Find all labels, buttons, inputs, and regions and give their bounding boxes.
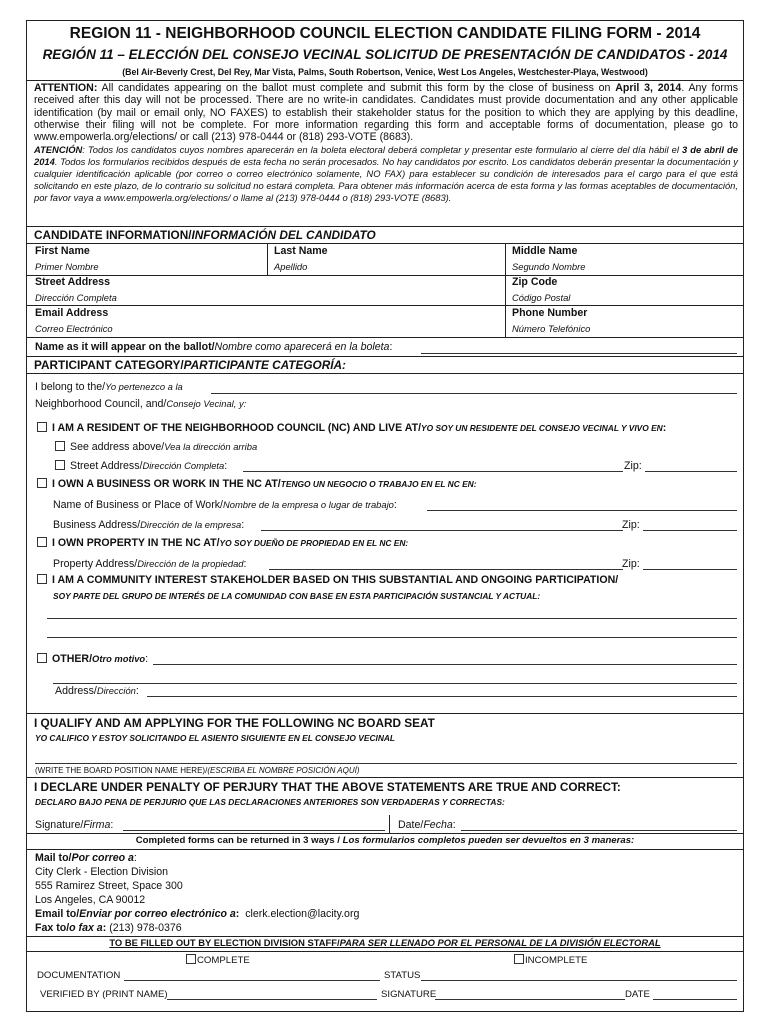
business-option[interactable]: I OWN A BUSINESS OR WORK IN THE NC AT/TENGO UN NEGOCIO O TRABAJO EN EL NC EN: xyxy=(37,478,477,490)
region-areas: (Bel Air-Beverly Crest, Del Rey, Mar Vista, Palms, South Robertson, Venice, West Los Angeles, Westchester-Playa, Westwood) xyxy=(122,67,648,77)
business-checkbox[interactable] xyxy=(37,478,47,488)
documentation-label: DOCUMENTATION xyxy=(37,970,121,981)
board-seat-heading-es: YO CALIFICO Y ESTOY SOLICITANDO EL ASIENTO SIGUIENTE EN EL CONSEJO VECINAL xyxy=(35,733,396,743)
incomplete-checkbox[interactable] xyxy=(514,954,524,964)
other-reason-line-2[interactable] xyxy=(53,683,737,684)
phone-number-label: Phone Number xyxy=(512,307,588,319)
last-name-label-es: Apellido xyxy=(274,261,308,272)
property-address-label: Property Address/Dirección de la propiedad: xyxy=(53,558,247,570)
property-zip-field[interactable] xyxy=(643,569,737,570)
middle-name-label: Middle Name xyxy=(512,245,578,257)
complete-checkbox[interactable] xyxy=(186,954,196,964)
community-label-es: SOY PARTE DEL GRUPO DE INTERÉS DE LA COMUNIDAD CON BASE EN ESTA PARTICIPACIÓN SUSTANCIAL Y ACTUAL: xyxy=(53,591,541,601)
incomplete-option[interactable]: INCOMPLETE xyxy=(514,954,587,966)
ballot-name-field[interactable] xyxy=(421,353,737,354)
verified-by-field[interactable] xyxy=(167,999,377,1000)
resident-street-field[interactable] xyxy=(243,471,623,472)
street-address-label: Street Address xyxy=(35,276,110,288)
email-address-label-es: Correo Electrónico xyxy=(35,323,113,334)
email-address-label: Email Address xyxy=(35,307,109,319)
community-option[interactable]: I AM A COMMUNITY INTEREST STAKEHOLDER BASED ON THIS SUBSTANTIAL AND ONGOING PARTICIPATION/ xyxy=(37,574,618,586)
business-address-field[interactable] xyxy=(261,530,623,531)
zip-code-label: Zip Code xyxy=(512,276,558,288)
date-field[interactable] xyxy=(461,830,737,831)
resident-street-option[interactable]: Street Address/Dirección Completa: xyxy=(55,460,227,472)
middle-name-label-es: Segundo Nombre xyxy=(512,261,586,272)
complete-option[interactable]: COMPLETE xyxy=(186,954,250,966)
see-address-option[interactable]: See address above/Vea la dirección arriba xyxy=(55,441,257,453)
resident-checkbox[interactable] xyxy=(37,422,47,432)
first-name-label: First Name xyxy=(35,245,90,257)
property-address-field[interactable] xyxy=(269,569,623,570)
community-line-1[interactable] xyxy=(47,618,737,619)
business-zip-field[interactable] xyxy=(643,530,737,531)
zip-code-label-es: Código Postal xyxy=(512,292,571,303)
staff-signature-label: SIGNATURE xyxy=(381,989,437,1000)
filing-form xyxy=(26,20,744,1012)
business-name-label: Name of Business or Place of Work/Nombre de la empresa o lugar de trabajo: xyxy=(53,499,397,511)
belong-label: I belong to the/Yo pertenezco a la xyxy=(35,381,183,393)
other-checkbox[interactable] xyxy=(37,653,47,663)
documentation-field[interactable] xyxy=(124,980,380,981)
perjury-heading-es: DECLARO BAJO PENA DE PERJURIO QUE LAS DECLARACIONES ANTERIORES SON VERDADERAS Y CORRECTAS: xyxy=(35,797,505,807)
attention-notice: ATTENTION: All candidates appearing on the ballot must complete and submit this form by the close of business on April 3, 2014. Any forms received after this day will not be processed. There are no write-in candidates. Candidates must provide documentation and any other applicable identification (by mail or email only, NO FAXES) to establish their stakeholder status for the position to which they are applying by this deadline, otherwise their filing will not be complete. For more information regarding this form and acceptable forms of documentation, please go to www.empowerla.org/elections/ or call (213) 978-0444 or (818) 293-VOTE (8683). xyxy=(34,82,738,144)
mail-to-label: Mail to/Por correo a: xyxy=(35,852,137,864)
attention-notice-spanish: ATENCIÓN: Todos los candidatos cuyos nombres aparecerán en la boleta electoral deberá completar y presentar este formulario al cierre del día hábil el 3 de abril de 2014. Todos los formularios recibidos después de esta fecha no serán procesados. No hay candidatos por escrito. Los candidatos deberán presentar la documentación y cualquier identificación aplicable (por correo o correo electrónico solamente, NO FAX) para establecer su condición de interesados para el cargo para el que está solicitando en este plazo, de lo contrario su solicitud no estará completa. Para obtener más información acerca de esta forma y las formas aceptables de documentación, por favor vaya a www.empowerla.org/elections/ o llame al (213) 978-0444 o (818) 293-VOTE (8683). xyxy=(34,144,738,204)
return-methods-heading: Completed forms can be returned in 3 ways / Los formularios completos pueden ser devueltos en 3 maneras: xyxy=(135,835,635,846)
mail-address-line-3: Los Angeles, CA 90012 xyxy=(35,894,146,906)
business-name-field[interactable] xyxy=(427,510,737,511)
resident-zip-label: Zip: xyxy=(624,460,642,472)
signature-label: Signature/Firma: xyxy=(35,819,114,831)
other-option[interactable]: OTHER/Otro motivo: xyxy=(37,653,148,665)
date-label: Date/Fecha: xyxy=(398,819,456,831)
property-zip-label: Zip: xyxy=(622,558,640,570)
board-seat-note: (WRITE THE BOARD POSITION NAME HERE)/(ESCRIBA EL NOMBRE POSICIÓN AQUÍ) xyxy=(35,766,360,775)
staff-date-field[interactable] xyxy=(653,999,737,1000)
mail-address-line-1: City Clerk - Election Division xyxy=(35,866,169,878)
staff-signature-field[interactable] xyxy=(435,999,625,1000)
staff-section-heading: TO BE FILLED OUT BY ELECTION DIVISION STAFF/PARA SER LLENADO POR EL PERSONAL DE LA DIVISIÓN ELECTORAL xyxy=(109,937,661,948)
board-seat-field[interactable] xyxy=(35,763,737,764)
nc-and-label: Neighborhood Council, and/Consejo Vecinal, y: xyxy=(35,398,247,410)
clerk-email-link[interactable]: clerk.election@lacity.org xyxy=(245,908,360,920)
street-address-label-es: Dirección Completa xyxy=(35,292,117,303)
other-address-label: Address/Dirección: xyxy=(55,685,139,697)
status-label: STATUS xyxy=(384,970,421,981)
resident-option[interactable]: I AM A RESIDENT OF THE NEIGHBORHOOD COUNCIL (NC) AND LIVE AT/YO SOY UN RESIDENTE DEL CONSEJO VECINAL Y VIVO EN: xyxy=(37,422,666,434)
ballot-name-label: Name as it will appear on the ballot/Nombre como aparecerá en la boleta: xyxy=(35,341,393,353)
participant-category-heading: PARTICIPANT CATEGORY/PARTICIPANTE CATEGORÍA: xyxy=(34,358,346,372)
verified-by-label: VERIFIED BY (PRINT NAME) xyxy=(40,989,168,1000)
community-line-2[interactable] xyxy=(47,637,737,638)
see-address-checkbox[interactable] xyxy=(55,441,65,451)
business-zip-label: Zip: xyxy=(622,519,640,531)
mail-address-line-2: 555 Ramirez Street, Space 300 xyxy=(35,880,183,892)
resident-zip-field[interactable] xyxy=(645,471,737,472)
resident-street-checkbox[interactable] xyxy=(55,460,65,470)
perjury-heading: I DECLARE UNDER PENALTY OF PERJURY THAT THE ABOVE STATEMENTS ARE TRUE AND CORRECT: xyxy=(34,780,621,794)
email-to-line: Email to/Enviar por correo electrónico a: clerk.election@lacity.org xyxy=(35,908,360,920)
board-seat-heading: I QUALIFY AND AM APPLYING FOR THE FOLLOWING NC BOARD SEAT xyxy=(34,716,435,730)
other-address-field[interactable] xyxy=(147,696,737,697)
property-checkbox[interactable] xyxy=(37,537,47,547)
form-title-spanish: REGIÓN 11 – ELECCIÓN DEL CONSEJO VECINAL SOLICITUD DE PRESENTACIÓN DE CANDIDATOS - 2014 xyxy=(42,47,728,62)
last-name-label: Last Name xyxy=(274,245,328,257)
property-option[interactable]: I OWN PROPERTY IN THE NC AT/YO SOY DUEÑO DE PROPIEDAD EN EL NC EN: xyxy=(37,537,408,549)
nc-name-field[interactable] xyxy=(211,393,737,394)
staff-date-label: DATE xyxy=(625,989,650,1000)
other-reason-field[interactable] xyxy=(153,664,737,665)
signature-field[interactable] xyxy=(123,830,385,831)
community-checkbox[interactable] xyxy=(37,574,47,584)
fax-to-line: Fax to/o fax a: (213) 978-0376 xyxy=(35,922,182,934)
business-address-label: Business Address/Dirección de la empresa: xyxy=(53,519,245,531)
status-field[interactable] xyxy=(421,980,737,981)
first-name-label-es: Primer Nombre xyxy=(35,261,99,272)
candidate-info-heading: CANDIDATE INFORMATION/INFORMACIÓN DEL CANDIDATO xyxy=(34,228,376,242)
form-title: REGION 11 - NEIGHBORHOOD COUNCIL ELECTION CANDIDATE FILING FORM - 2014 xyxy=(69,25,701,42)
phone-number-label-es: Número Telefónico xyxy=(512,323,591,334)
